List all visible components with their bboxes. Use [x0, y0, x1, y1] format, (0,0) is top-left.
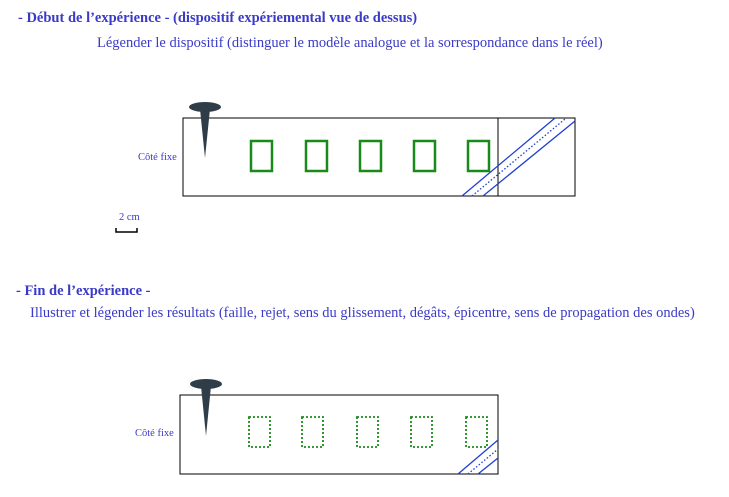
nail-icon [189, 102, 221, 158]
block [411, 417, 432, 447]
block [249, 417, 270, 447]
dotted-block-row [249, 417, 487, 447]
device-diagram-start [116, 102, 575, 232]
block [357, 417, 378, 447]
block-row [251, 141, 489, 171]
section1-side-label: Côté fixe [138, 152, 177, 163]
fault-lines [462, 118, 575, 196]
device-diagram-end [180, 379, 498, 474]
scale-label: 2 cm [119, 212, 140, 223]
scale-bar [116, 228, 137, 232]
section1-heading: - Début de l’expérience - (dispositif expériemental vue de dessus) [18, 10, 418, 26]
section2-heading: - Fin de l’expérience - [16, 283, 151, 299]
block [468, 141, 489, 171]
nail-icon [190, 379, 222, 436]
section2-side-label: Côté fixe [135, 428, 174, 439]
block [414, 141, 435, 171]
section1-instruction: Légender le dispositif (distinguer le modèle analogue et la sorrespondance dans le réel) [97, 35, 603, 51]
block [306, 141, 327, 171]
device-outline [180, 395, 498, 474]
block [251, 141, 272, 171]
section2-instruction: Illustrer et légender les résultats (faille, rejet, sens du glissement, dégâts, épicentre, sens de propagation des ondes) [30, 305, 695, 321]
fault-lines [458, 440, 498, 474]
device-outline [183, 118, 575, 196]
block [360, 141, 381, 171]
block [302, 417, 323, 447]
block [466, 417, 487, 447]
